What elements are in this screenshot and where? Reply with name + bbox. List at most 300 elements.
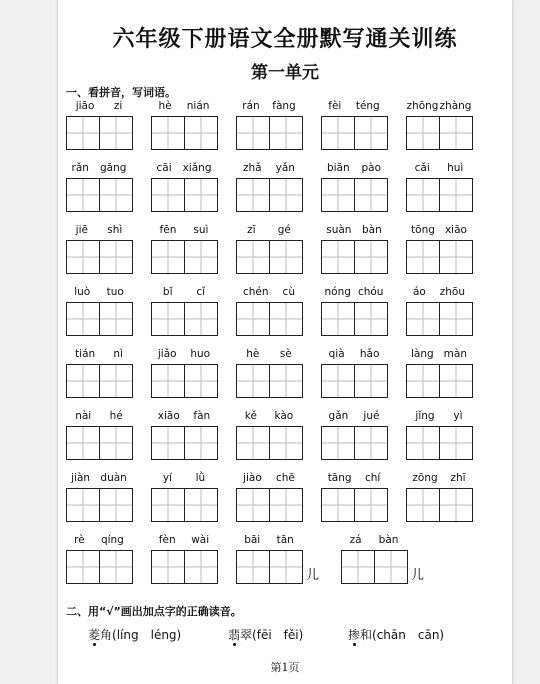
word-row bbox=[66, 286, 478, 348]
word-item bbox=[406, 410, 472, 472]
pinyin-syllable: hé bbox=[109, 410, 123, 422]
pinyin-syllable: áo bbox=[412, 286, 426, 298]
pinyin-syllable: yí bbox=[162, 472, 172, 484]
pinyin-syllable: fàng bbox=[272, 100, 296, 112]
writing-boxes bbox=[151, 302, 218, 336]
tian-grid-box[interactable] bbox=[237, 489, 269, 521]
reading-options[interactable]: (chān cān) bbox=[372, 628, 445, 642]
pinyin-label bbox=[321, 286, 387, 300]
word-item bbox=[66, 348, 132, 410]
pinyin-syllable: qià bbox=[328, 348, 345, 360]
writing-boxes bbox=[321, 426, 388, 460]
tian-grid-box[interactable] bbox=[67, 427, 99, 459]
tian-grid-box[interactable] bbox=[407, 179, 439, 211]
tian-grid-box[interactable] bbox=[269, 365, 302, 397]
tian-grid-box[interactable] bbox=[407, 117, 439, 149]
tian-grid-box[interactable] bbox=[407, 365, 439, 397]
word-item bbox=[321, 286, 387, 348]
tian-grid-box[interactable] bbox=[269, 551, 302, 583]
tian-grid-box[interactable] bbox=[322, 365, 354, 397]
pinyin-label bbox=[236, 472, 302, 486]
pinyin-syllable: hè bbox=[158, 100, 172, 112]
tian-grid-box[interactable] bbox=[439, 489, 472, 521]
tian-grid-box[interactable] bbox=[237, 427, 269, 459]
tian-grid-box[interactable] bbox=[237, 303, 269, 335]
tian-grid-box[interactable] bbox=[67, 241, 99, 273]
pinyin-syllable: bàn bbox=[378, 534, 399, 546]
pinyin-label bbox=[236, 224, 302, 238]
word-row bbox=[66, 162, 478, 224]
tian-grid-box[interactable] bbox=[184, 179, 217, 211]
writing-boxes bbox=[406, 302, 473, 336]
pinyin-syllable: suàn bbox=[326, 224, 352, 236]
pinyin-syllable: zi bbox=[113, 100, 123, 112]
tian-grid-box[interactable] bbox=[269, 117, 302, 149]
writing-boxes bbox=[236, 550, 303, 584]
tian-grid-box[interactable] bbox=[269, 179, 302, 211]
pinyin-syllable: tōng bbox=[411, 224, 435, 236]
tian-grid-box[interactable] bbox=[99, 303, 132, 335]
pinyin-label bbox=[151, 224, 217, 238]
tian-grid-box[interactable] bbox=[184, 117, 217, 149]
writing-boxes bbox=[321, 488, 388, 522]
word-item bbox=[321, 162, 387, 224]
word-rest: 和 bbox=[360, 628, 373, 642]
pinyin-syllable: hǎo bbox=[359, 348, 380, 360]
tian-grid-box[interactable] bbox=[439, 427, 472, 459]
pinyin-label bbox=[406, 286, 472, 300]
writing-boxes bbox=[236, 116, 303, 150]
pinyin-label bbox=[66, 224, 132, 238]
writing-boxes bbox=[406, 178, 473, 212]
tian-grid-box[interactable] bbox=[354, 303, 387, 335]
word-item bbox=[66, 162, 132, 224]
pinyin-syllable: jiàn bbox=[71, 472, 91, 484]
writing-boxes bbox=[66, 302, 133, 336]
tian-grid-box[interactable] bbox=[99, 117, 132, 149]
word-row-last bbox=[66, 534, 478, 596]
tian-grid-box[interactable] bbox=[152, 179, 184, 211]
pinyin-syllable: fàn bbox=[193, 410, 211, 422]
writing-boxes bbox=[66, 116, 133, 150]
word-item bbox=[406, 100, 472, 162]
pinyin-syllable: suì bbox=[193, 224, 209, 236]
word-item bbox=[66, 472, 132, 534]
word-item bbox=[406, 472, 472, 534]
word-item bbox=[151, 534, 217, 596]
writing-boxes bbox=[151, 240, 218, 274]
pinyin-label bbox=[406, 224, 472, 238]
tian-grid-box[interactable] bbox=[67, 489, 99, 521]
word-item bbox=[151, 410, 217, 472]
pinyin-syllable: nài bbox=[75, 410, 92, 422]
pinyin-syllable: jǐng bbox=[415, 410, 435, 422]
writing-boxes bbox=[66, 488, 133, 522]
writing-boxes bbox=[151, 364, 218, 398]
tian-grid-box[interactable] bbox=[67, 117, 99, 149]
pinyin-syllable: chē bbox=[276, 472, 295, 484]
tian-grid-box[interactable] bbox=[439, 179, 472, 211]
writing-boxes bbox=[66, 550, 133, 584]
pinyin-syllable: bàn bbox=[361, 224, 382, 236]
pinyin-label bbox=[151, 534, 217, 548]
pinyin-syllable: huì bbox=[447, 162, 464, 174]
tian-grid-box[interactable] bbox=[354, 365, 387, 397]
pinyin-syllable: cù bbox=[282, 286, 295, 298]
pinyin-label bbox=[151, 472, 217, 486]
word-item bbox=[321, 100, 387, 162]
writing-boxes bbox=[66, 240, 133, 274]
tian-grid-box[interactable] bbox=[354, 117, 387, 149]
pinyin-syllable: tān bbox=[276, 534, 294, 546]
pinyin-syllable: fèn bbox=[158, 534, 176, 546]
pinyin-syllable: jiē bbox=[75, 224, 88, 236]
word-item bbox=[66, 286, 132, 348]
word-row bbox=[66, 224, 478, 286]
pinyin-syllable: bǐ bbox=[162, 286, 173, 298]
pinyin-syllable: zhōng bbox=[406, 100, 439, 112]
pinyin-syllable: rán bbox=[242, 100, 260, 112]
pinyin-label bbox=[236, 162, 302, 176]
pinyin-syllable: tián bbox=[75, 348, 96, 360]
tian-grid-box[interactable] bbox=[269, 303, 302, 335]
pinyin-syllable: gé bbox=[277, 224, 291, 236]
reading-options[interactable]: (fēi fěi) bbox=[252, 628, 304, 642]
pinyin-syllable: huo bbox=[190, 348, 211, 360]
page-title: 六年级下册语文全册默写通关训练 bbox=[112, 26, 458, 52]
pinyin-label bbox=[406, 162, 472, 176]
pinyin-syllable: gǎn bbox=[328, 410, 349, 422]
word-item bbox=[321, 224, 387, 286]
pinyin-label bbox=[66, 286, 132, 300]
pronunciation-question-3 bbox=[348, 626, 444, 643]
tian-grid-box[interactable] bbox=[184, 551, 217, 583]
writing-boxes bbox=[406, 116, 473, 150]
writing-boxes bbox=[66, 426, 133, 460]
writing-boxes bbox=[236, 178, 303, 212]
tian-grid-box[interactable] bbox=[184, 365, 217, 397]
word-row bbox=[66, 472, 478, 534]
pinyin-syllable: xiāo bbox=[444, 224, 467, 236]
er-suffix: 儿 bbox=[411, 568, 425, 583]
tian-grid-box[interactable] bbox=[322, 427, 354, 459]
pinyin-syllable: nì bbox=[113, 348, 123, 360]
writing-boxes bbox=[406, 240, 473, 274]
pinyin-syllable: kě bbox=[244, 410, 257, 422]
word-item bbox=[151, 100, 217, 162]
pinyin-syllable: qíng bbox=[100, 534, 124, 546]
tian-grid-box[interactable] bbox=[269, 489, 302, 521]
tian-grid-box[interactable] bbox=[152, 117, 184, 149]
pinyin-syllable: yǎn bbox=[275, 162, 295, 174]
pinyin-label bbox=[236, 286, 302, 300]
pinyin-syllable: jiāo bbox=[75, 100, 95, 112]
writing-boxes bbox=[236, 488, 303, 522]
pinyin-syllable: zhǎ bbox=[243, 162, 262, 174]
pinyin-syllable: xiāo bbox=[157, 410, 180, 422]
pinyin-label bbox=[321, 472, 387, 486]
tian-grid-box[interactable] bbox=[99, 365, 132, 397]
worksheet-page bbox=[58, 0, 512, 684]
word-item bbox=[406, 224, 472, 286]
word-row bbox=[66, 410, 478, 472]
word-item bbox=[341, 534, 425, 596]
unit-title: 第一单元 bbox=[251, 63, 319, 83]
word-item bbox=[236, 472, 302, 534]
tian-grid-box[interactable] bbox=[322, 489, 354, 521]
tian-grid-box[interactable] bbox=[237, 117, 269, 149]
tian-grid-box[interactable] bbox=[322, 179, 354, 211]
pronunciation-question-1 bbox=[88, 626, 181, 643]
pinyin-syllable: wài bbox=[191, 534, 210, 546]
pinyin-label bbox=[406, 100, 472, 114]
pinyin-label bbox=[236, 410, 302, 424]
writing-boxes bbox=[236, 302, 303, 336]
pinyin-label bbox=[406, 348, 472, 362]
pinyin-writing-grid bbox=[66, 100, 478, 596]
pinyin-syllable: zī bbox=[247, 224, 256, 236]
dotted-character: 菱 bbox=[88, 628, 101, 642]
writing-boxes bbox=[66, 178, 133, 212]
pinyin-syllable: yì bbox=[453, 410, 463, 422]
pronunciation-question-2 bbox=[228, 626, 303, 643]
writing-boxes bbox=[406, 364, 473, 398]
pinyin-syllable: chóu bbox=[357, 286, 384, 298]
tian-grid-box[interactable] bbox=[67, 303, 99, 335]
tian-grid-box[interactable] bbox=[342, 551, 374, 583]
word-item bbox=[151, 162, 217, 224]
tian-grid-box[interactable] bbox=[269, 241, 302, 273]
word-item bbox=[151, 224, 217, 286]
tian-grid-box[interactable] bbox=[407, 427, 439, 459]
pinyin-syllable: tāng bbox=[327, 472, 352, 484]
pinyin-syllable: rè bbox=[74, 534, 85, 546]
tian-grid-box[interactable] bbox=[99, 489, 132, 521]
tian-grid-box[interactable] bbox=[184, 241, 217, 273]
tian-grid-box[interactable] bbox=[152, 551, 184, 583]
word-item bbox=[151, 348, 217, 410]
pinyin-syllable: nóng bbox=[324, 286, 351, 298]
writing-boxes bbox=[321, 178, 388, 212]
pinyin-syllable: tuo bbox=[106, 286, 124, 298]
word-item bbox=[236, 162, 302, 224]
tian-grid-box[interactable] bbox=[354, 179, 387, 211]
word-item bbox=[406, 348, 472, 410]
word-item bbox=[321, 348, 387, 410]
pinyin-syllable: nián bbox=[186, 100, 210, 112]
pinyin-syllable: zhōu bbox=[439, 286, 466, 298]
tian-grid-box[interactable] bbox=[269, 427, 302, 459]
pinyin-label bbox=[406, 410, 472, 424]
pinyin-syllable: cǐ bbox=[196, 286, 206, 298]
pinyin-syllable: lǜ bbox=[195, 472, 206, 484]
pinyin-label bbox=[66, 100, 132, 114]
page-number: 第1页 bbox=[270, 661, 300, 674]
pinyin-syllable: fèi bbox=[328, 100, 342, 112]
pinyin-syllable: màn bbox=[443, 348, 467, 360]
word-item bbox=[66, 100, 132, 162]
word-item bbox=[236, 534, 320, 596]
tian-grid-box[interactable] bbox=[152, 303, 184, 335]
pinyin-syllable: zhī bbox=[450, 472, 466, 484]
tian-grid-box[interactable] bbox=[439, 365, 472, 397]
pinyin-label bbox=[66, 534, 132, 548]
pinyin-label bbox=[66, 472, 132, 486]
tian-grid-box[interactable] bbox=[99, 241, 132, 273]
pinyin-label bbox=[236, 534, 302, 548]
tian-grid-box[interactable] bbox=[322, 117, 354, 149]
pinyin-label bbox=[66, 410, 132, 424]
pinyin-label bbox=[321, 100, 387, 114]
tian-grid-box[interactable] bbox=[322, 303, 354, 335]
pinyin-syllable: sè bbox=[279, 348, 292, 360]
pinyin-syllable: bāi bbox=[244, 534, 261, 546]
tian-grid-box[interactable] bbox=[439, 117, 472, 149]
writing-boxes bbox=[321, 364, 388, 398]
pinyin-syllable: zōng bbox=[412, 472, 438, 484]
pinyin-syllable: luò bbox=[74, 286, 91, 298]
tian-grid-box[interactable] bbox=[439, 303, 472, 335]
word-item bbox=[236, 100, 302, 162]
pinyin-syllable: biān bbox=[326, 162, 350, 174]
pinyin-label bbox=[151, 100, 217, 114]
word-item bbox=[321, 410, 387, 472]
pinyin-syllable: chén bbox=[243, 286, 269, 298]
tian-grid-box[interactable] bbox=[184, 303, 217, 335]
writing-boxes bbox=[236, 240, 303, 274]
pinyin-label bbox=[151, 162, 217, 176]
er-suffix: 儿 bbox=[306, 568, 320, 583]
word-row bbox=[66, 348, 478, 410]
tian-grid-box[interactable] bbox=[152, 427, 184, 459]
tian-grid-box[interactable] bbox=[354, 241, 387, 273]
tian-grid-box[interactable] bbox=[99, 551, 132, 583]
tian-grid-box[interactable] bbox=[67, 551, 99, 583]
word-item bbox=[236, 410, 302, 472]
pinyin-syllable: shì bbox=[107, 224, 123, 236]
reading-options[interactable]: (líng léng) bbox=[112, 628, 182, 642]
pinyin-syllable: pào bbox=[361, 162, 382, 174]
word-item bbox=[236, 224, 302, 286]
pinyin-syllable: gāng bbox=[100, 162, 127, 174]
pinyin-label bbox=[406, 472, 472, 486]
writing-boxes bbox=[321, 302, 388, 336]
pinyin-syllable: rǎn bbox=[71, 162, 89, 174]
pinyin-syllable: làng bbox=[411, 348, 434, 360]
pinyin-syllable: hè bbox=[246, 348, 260, 360]
pinyin-label bbox=[151, 410, 217, 424]
writing-boxes bbox=[341, 550, 408, 584]
pinyin-syllable: jué bbox=[363, 410, 380, 422]
word-item bbox=[236, 348, 302, 410]
pinyin-syllable: cāi bbox=[156, 162, 172, 174]
writing-boxes bbox=[321, 116, 388, 150]
tian-grid-box[interactable] bbox=[184, 427, 217, 459]
pinyin-label bbox=[321, 410, 387, 424]
tian-grid-box[interactable] bbox=[67, 365, 99, 397]
writing-boxes bbox=[151, 488, 218, 522]
pinyin-syllable: xiǎng bbox=[182, 162, 212, 174]
tian-grid-box[interactable] bbox=[99, 179, 132, 211]
pinyin-syllable: kào bbox=[274, 410, 294, 422]
pinyin-syllable: jiǎo bbox=[157, 348, 177, 360]
tian-grid-box[interactable] bbox=[67, 179, 99, 211]
tian-grid-box[interactable] bbox=[407, 489, 439, 521]
pinyin-syllable: cǎi bbox=[414, 162, 430, 174]
writing-boxes bbox=[66, 364, 133, 398]
word-row bbox=[66, 100, 478, 162]
word-item bbox=[406, 162, 472, 224]
tian-grid-box[interactable] bbox=[407, 303, 439, 335]
section-heading-1: 一、看拼音，写词语。 bbox=[66, 86, 176, 99]
word-item bbox=[66, 410, 132, 472]
tian-grid-box[interactable] bbox=[237, 179, 269, 211]
pinyin-label bbox=[236, 100, 302, 114]
tian-grid-box[interactable] bbox=[237, 365, 269, 397]
pinyin-label bbox=[341, 534, 407, 548]
word-item bbox=[66, 224, 132, 286]
writing-boxes bbox=[236, 426, 303, 460]
section-heading-2: 二、用“√”画出加点字的正确读音。 bbox=[66, 605, 242, 618]
pinyin-syllable: duàn bbox=[100, 472, 127, 484]
writing-boxes bbox=[321, 240, 388, 274]
word-item bbox=[321, 472, 387, 534]
writing-boxes bbox=[151, 426, 218, 460]
tian-grid-box[interactable] bbox=[237, 551, 269, 583]
tian-grid-box[interactable] bbox=[439, 241, 472, 273]
word-item bbox=[151, 472, 217, 534]
word-rest: 翠 bbox=[240, 628, 253, 642]
writing-boxes bbox=[406, 488, 473, 522]
writing-boxes bbox=[151, 116, 218, 150]
pinyin-label bbox=[151, 286, 217, 300]
tian-grid-box[interactable] bbox=[152, 241, 184, 273]
tian-grid-box[interactable] bbox=[152, 489, 184, 521]
pinyin-syllable: zhàng bbox=[439, 100, 472, 112]
pinyin-label bbox=[66, 348, 132, 362]
tian-grid-box[interactable] bbox=[152, 365, 184, 397]
pinyin-label bbox=[321, 162, 387, 176]
writing-boxes bbox=[151, 550, 218, 584]
dotted-character: 翡 bbox=[228, 628, 241, 642]
pinyin-syllable: chí bbox=[364, 472, 381, 484]
tian-grid-box[interactable] bbox=[407, 241, 439, 273]
pinyin-label bbox=[151, 348, 217, 362]
word-item bbox=[406, 286, 472, 348]
word-item bbox=[66, 534, 132, 596]
writing-boxes bbox=[406, 426, 473, 460]
word-item bbox=[151, 286, 217, 348]
pinyin-syllable: téng bbox=[355, 100, 380, 112]
pinyin-label bbox=[321, 348, 387, 362]
writing-boxes bbox=[151, 178, 218, 212]
pinyin-syllable: zá bbox=[349, 534, 362, 546]
word-rest: 角 bbox=[100, 628, 113, 642]
pinyin-label bbox=[321, 224, 387, 238]
writing-boxes bbox=[236, 364, 303, 398]
dotted-character: 掺 bbox=[348, 628, 361, 642]
tian-grid-box[interactable] bbox=[374, 551, 407, 583]
tian-grid-box[interactable] bbox=[322, 241, 354, 273]
word-item bbox=[236, 286, 302, 348]
tian-grid-box[interactable] bbox=[184, 489, 217, 521]
tian-grid-box[interactable] bbox=[99, 427, 132, 459]
pinyin-syllable: jiào bbox=[243, 472, 262, 484]
tian-grid-box[interactable] bbox=[354, 427, 387, 459]
pinyin-syllable: fēn bbox=[159, 224, 177, 236]
tian-grid-box[interactable] bbox=[354, 489, 387, 521]
tian-grid-box[interactable] bbox=[237, 241, 269, 273]
